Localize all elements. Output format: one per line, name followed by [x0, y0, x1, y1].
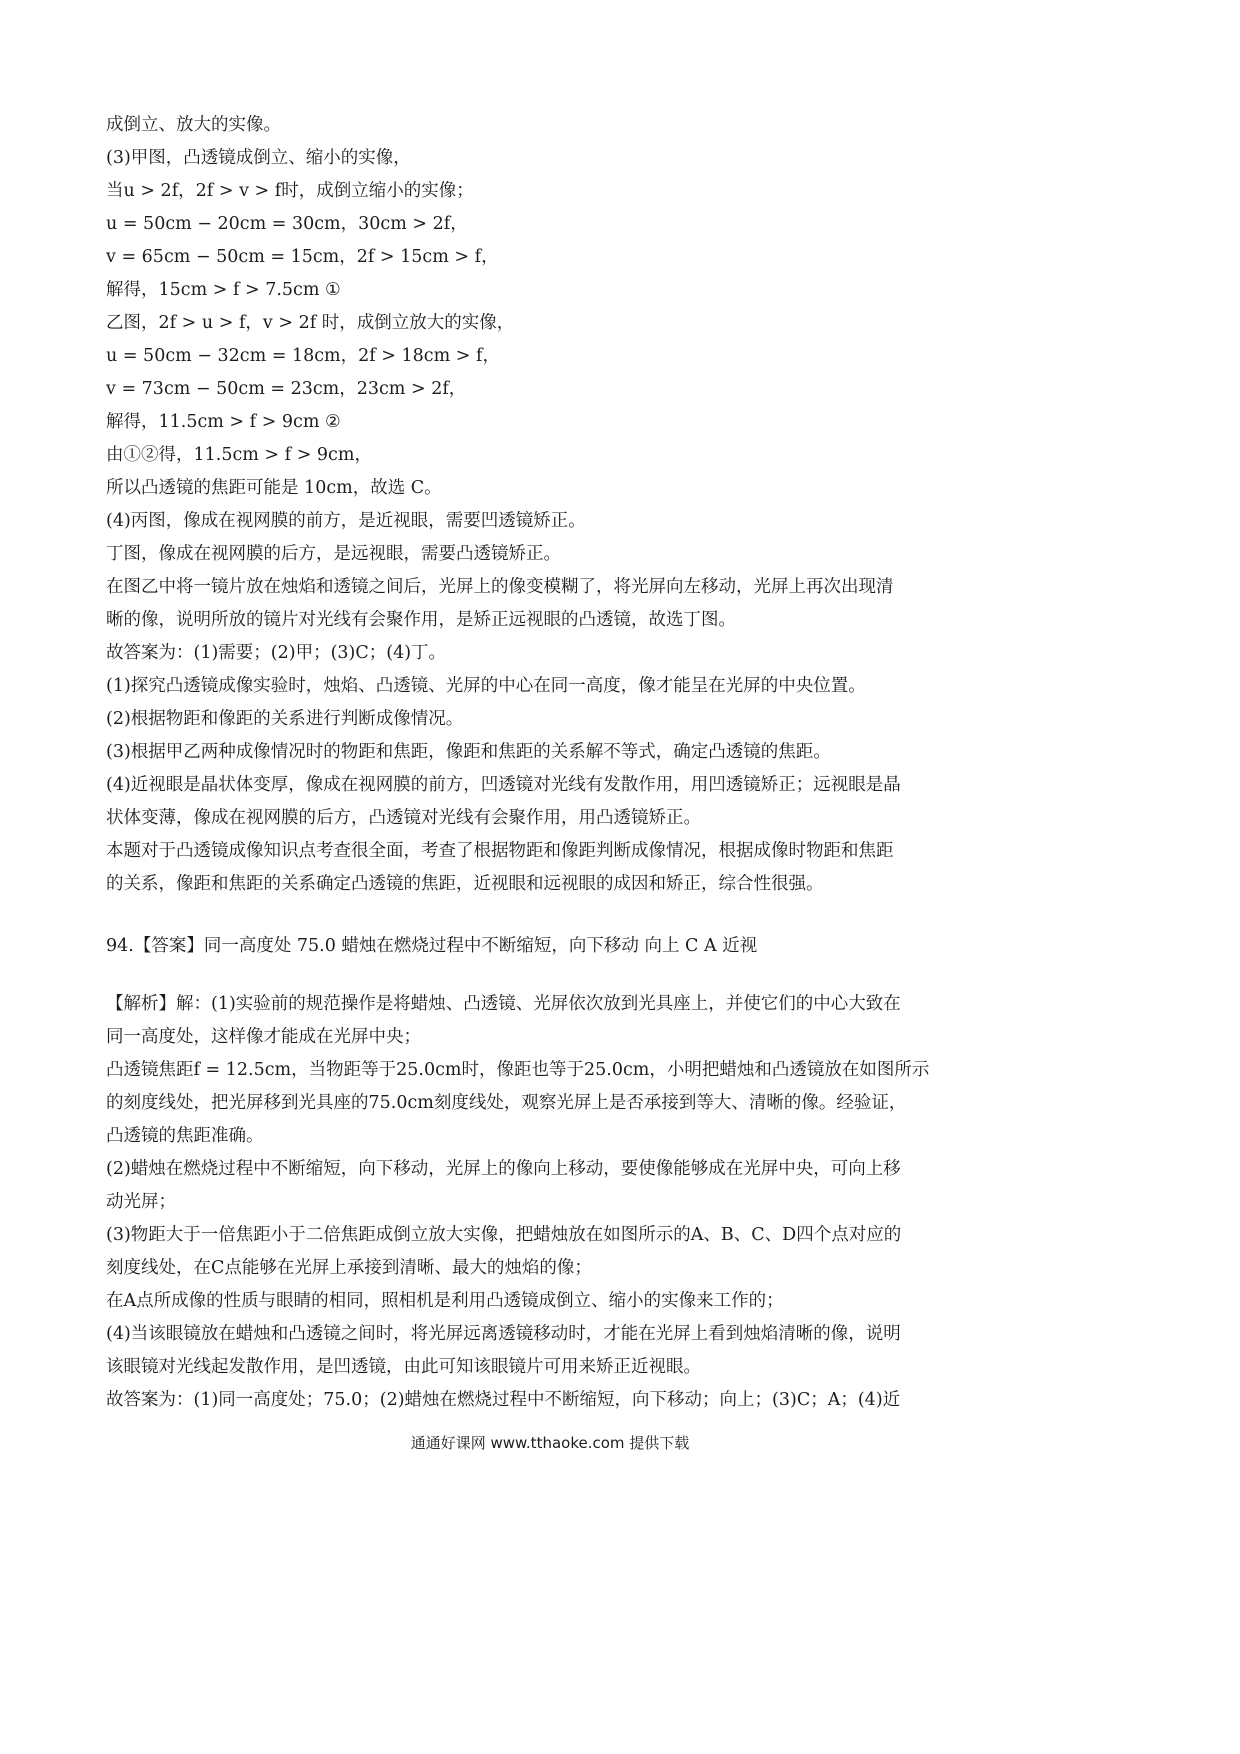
text-line: (3)甲图，凸透镜成倒立、缩小的实像，: [106, 148, 411, 168]
text-line: (3)物距大于一倍焦距小于二倍焦距成倒立放大实像，把蜡烛放在如图所示的A、B、C、D四个点对应的: [106, 1225, 902, 1245]
text-line: 乙图，2f > u > f，v > 2f 时，成倒立放大的实像，: [106, 313, 515, 333]
text-line: 动光屏；: [106, 1192, 176, 1212]
text-line: 刻度线处，在C点能够在光屏上承接到清晰、最大的烛焰的像；: [106, 1258, 592, 1278]
text-line: (4)近视眼是晶状体变厚，像成在视网膜的前方，凹透镜对光线有发散作用，用凹透镜矫正；远视眼是晶: [106, 775, 901, 795]
text-line: v = 73cm − 50cm = 23cm，23cm > 2f，: [106, 379, 467, 399]
text-line: (2)根据物距和像距的关系进行判断成像情况。: [106, 709, 464, 729]
text-line: 晰的像，说明所放的镜片对光线有会聚作用，是矫正远视眼的凸透镜，故选丁图。: [106, 610, 736, 630]
text-line: 凸透镜的焦距准确。: [106, 1126, 264, 1146]
text-line: 的刻度线处，把光屏移到光具座的75.0cm刻度线处，观察光屏上是否承接到等大、清晰的像。经验证，: [106, 1093, 907, 1113]
text-line: 的关系，像距和焦距的关系确定凸透镜的焦距，近视眼和远视眼的成因和矫正，综合性很强。: [106, 874, 824, 894]
text-line: u = 50cm − 20cm = 30cm，30cm > 2f，: [106, 214, 468, 234]
text-line: 凸透镜焦距f = 12.5cm，当物距等于25.0cm时，像距也等于25.0cm，小明把蜡烛和凸透镜放在如图所示: [106, 1060, 930, 1080]
text-line: 在图乙中将一镜片放在烛焰和透镜之间后，光屏上的像变模糊了，将光屏向左移动，光屏上再次出现清: [106, 577, 894, 597]
text-line: v = 65cm − 50cm = 15cm，2f > 15cm > f，: [106, 247, 499, 267]
text-line: 在A点所成像的性质与眼睛的相同，照相机是利用凸透镜成倒立、缩小的实像来工作的；: [106, 1291, 784, 1311]
text-line: (3)根据甲乙两种成像情况时的物距和焦距，像距和焦距的关系解不等式，确定凸透镜的焦距。: [106, 742, 831, 762]
text-line: (2)蜡烛在燃烧过程中不断缩短，向下移动，光屏上的像向上移动，要使像能够成在光屏中央，可向上移: [106, 1159, 901, 1179]
text-line: (1)探究凸透镜成像实验时，烛焰、凸透镜、光屏的中心在同一高度，像才能呈在光屏的中央位置。: [106, 676, 866, 696]
text-line: u = 50cm − 32cm = 18cm，2f > 18cm > f，: [106, 346, 500, 366]
text-line: 本题对于凸透镜成像知识点考查很全面，考查了根据物距和像距判断成像情况，根据成像时物距和焦距: [106, 841, 894, 861]
text-line: 当u > 2f，2f > v > f时，成倒立缩小的实像；: [106, 181, 474, 201]
text-line: 丁图，像成在视网膜的后方，是远视眼，需要凸透镜矫正。: [106, 544, 561, 564]
text-line: 所以凸透镜的焦距可能是 10cm，故选 C。: [106, 478, 442, 498]
text-line: 由①②得，11.5cm > f > 9cm，: [106, 445, 372, 465]
text-line: (4)当该眼镜放在蜡烛和凸透镜之间时，将光屏远离透镜移动时，才能在光屏上看到烛焰清晰的像，说明: [106, 1324, 901, 1344]
text-line: 【解析】解：(1)实验前的规范操作是将蜡烛、凸透镜、光屏依次放到光具座上，并使它们的中心大致在: [106, 994, 901, 1014]
text-line: 成倒立、放大的实像。: [106, 115, 281, 135]
text-line: 状体变薄，像成在视网膜的后方，凸透镜对光线有会聚作用，用凸透镜矫正。: [106, 808, 701, 828]
text-line: 故答案为：(1)同一高度处；75.0；(2)蜡烛在燃烧过程中不断缩短，向下移动；向上；(3)C；A；(4)近: [106, 1390, 901, 1410]
answer-line: 94.【答案】同一高度处 75.0 蜡烛在燃烧过程中不断缩短，向下移动 向上 C A 近视: [106, 936, 758, 956]
text-line: 该眼镜对光线起发散作用，是凹透镜，由此可知该眼镜片可用来矫正近视眼。: [106, 1357, 701, 1377]
text-line: 解得，15cm > f > 7.5cm ①: [106, 280, 341, 300]
text-line: 故答案为：(1)需要；(2)甲；(3)C；(4)丁。: [106, 643, 447, 663]
page-footer: 通通好课网 www.tthaoke.com 提供下载: [410, 1434, 690, 1452]
text-line: 解得，11.5cm > f > 9cm ②: [106, 412, 341, 432]
text-line: (4)丙图，像成在视网膜的前方，是近视眼，需要凹透镜矫正。: [106, 511, 586, 531]
text-line: 同一高度处，这样像才能成在光屏中央；: [106, 1027, 421, 1047]
